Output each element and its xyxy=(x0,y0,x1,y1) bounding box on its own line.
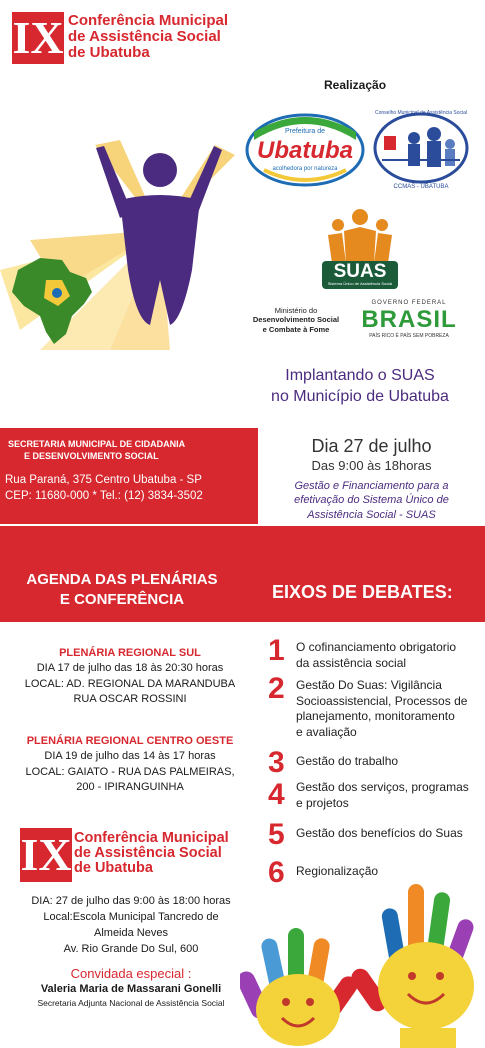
right-hand xyxy=(348,884,476,1048)
event-theme: Gestão e Financiamento para a efetivação do Sistema Único de Assistência Social - SUAS xyxy=(294,480,449,521)
eixo-1-text: O cofinanciamento obrigatorio da assistência social xyxy=(296,640,457,670)
agenda-band xyxy=(0,526,485,622)
conferencia-logo-numeral: IX xyxy=(20,829,72,880)
eixo-5-number: 5 xyxy=(268,818,285,851)
suas-logo-shape xyxy=(322,205,398,265)
eixo-1-number: 1 xyxy=(268,634,285,667)
secretaria-title: SECRETARIA MUNICIPAL DE CIDADANIA E DESENVOLVIMENTO SOCIAL xyxy=(8,439,186,462)
ubatuba-top: Prefeitura de xyxy=(284,128,326,135)
header-logo-title: Conferência Municipal de Assistência Social de Ubatuba xyxy=(68,12,229,61)
cmas-logo-shape xyxy=(372,108,470,184)
plenaria-1-title: PLENÁRIA REGIONAL SUL xyxy=(59,647,201,659)
eixo-5-text: Gestão dos benefícios do Suas xyxy=(296,826,463,840)
plenaria-1: PLENÁRIA REGIONAL SUL DIA 17 de julho das 18 às 20:30 horas LOCAL: AD. REGIONAL DA MARANDUBA RUA OSCAR ROSSINI xyxy=(10,646,250,708)
header-logo xyxy=(12,12,252,68)
hands-icon xyxy=(240,878,485,1048)
eixo-4-text: Gestão dos serviços, programas e projetos xyxy=(296,780,469,810)
left-hand xyxy=(240,928,361,1046)
eixo-3-text: Gestão do trabalho xyxy=(296,754,399,768)
brasil-logo xyxy=(356,300,462,342)
agenda-header: AGENDA DAS PLENÁRIAS E CONFERÊNCIA xyxy=(26,571,218,608)
suas-sub: Sistema Único de Assistência Social xyxy=(327,281,393,286)
header-logo-numeral: IX xyxy=(12,12,64,63)
eixo-3-number: 3 xyxy=(268,746,285,779)
convidada-role: Secretaria Adjunta Nacional de Assistência Social xyxy=(37,998,225,1008)
conferencia-logo-title: Conferência Municipal de Assistência Social de Ubatuba xyxy=(74,830,229,877)
eixo-2-text: Gestão Do Suas: Vigilância Socioassistencial, Processos de planejamento, monitoramento e avaliação xyxy=(296,678,468,739)
realizacao-label: Realização xyxy=(324,78,387,92)
brasil-name: BRASIL xyxy=(361,306,457,333)
event-info xyxy=(258,436,485,522)
main-tagline: Implantando o SUAS no Município de Ubatuba xyxy=(271,367,449,405)
eixo-6-text: Regionalização xyxy=(296,864,379,878)
eixo-4-number: 4 xyxy=(268,778,285,811)
convidada xyxy=(0,966,262,1008)
suas-name: SUAS xyxy=(333,261,387,282)
hero-illustration xyxy=(0,120,240,350)
convidada-label: Convidada especial : xyxy=(70,966,192,981)
brasil-tagline: PAÍS RICO É PAÍS SEM POBREZA xyxy=(369,333,449,339)
convidada-name: Valeria Maria de Massarani Gonelli xyxy=(40,983,222,995)
event-date: Dia 27 de julho xyxy=(311,436,432,456)
eixo-6-number: 6 xyxy=(268,856,285,889)
eixos-header: EIXOS DE DEBATES: xyxy=(272,582,453,602)
secretaria-box xyxy=(0,428,258,524)
cmas-bottom: CCMAS - UBATUBA xyxy=(393,184,449,190)
suas-logo xyxy=(322,205,398,291)
cmas-logo xyxy=(372,108,470,192)
secretaria-address: Rua Paraná, 375 Centro Ubatuba - SP CEP: 11680-000 * Tel.: (12) 3834-3502 xyxy=(5,474,203,503)
plenaria-2-title: PLENÁRIA REGIONAL CENTRO OESTE xyxy=(26,735,234,747)
ubatuba-logo xyxy=(244,110,366,188)
ubatuba-name: Ubatuba xyxy=(257,137,353,164)
conferencia-details: DIA: 27 de julho das 9:00 às 18:00 horas Local:Escola Municipal Tancredo de Almeida Neves Av. Rio Grande Do Sul, 600 xyxy=(31,895,231,955)
conferencia-logo xyxy=(20,828,260,884)
event-time: Das 9:00 às 18horas xyxy=(311,458,432,473)
ministerio-logo: Ministério do Desenvolvimento Social e Combate à Fome xyxy=(252,306,340,334)
brasil-top: GOVERNO FEDERAL xyxy=(371,300,447,306)
person-figure-illustration xyxy=(0,120,240,350)
eixo-2-number: 2 xyxy=(268,672,285,705)
plenaria-2: PLENÁRIA REGIONAL CENTRO OESTE DIA 19 de julho das 14 às 17 horas LOCAL: GAIATO - RUA DAS PALMEIRAS, 200 - IPIRANGUINHA xyxy=(10,734,250,796)
cmas-top: Conselho Municipal de Assistência Social xyxy=(375,110,467,116)
ubatuba-tagline: acolhedora por natureza xyxy=(272,166,338,172)
painted-hands-illustration xyxy=(240,878,485,1048)
